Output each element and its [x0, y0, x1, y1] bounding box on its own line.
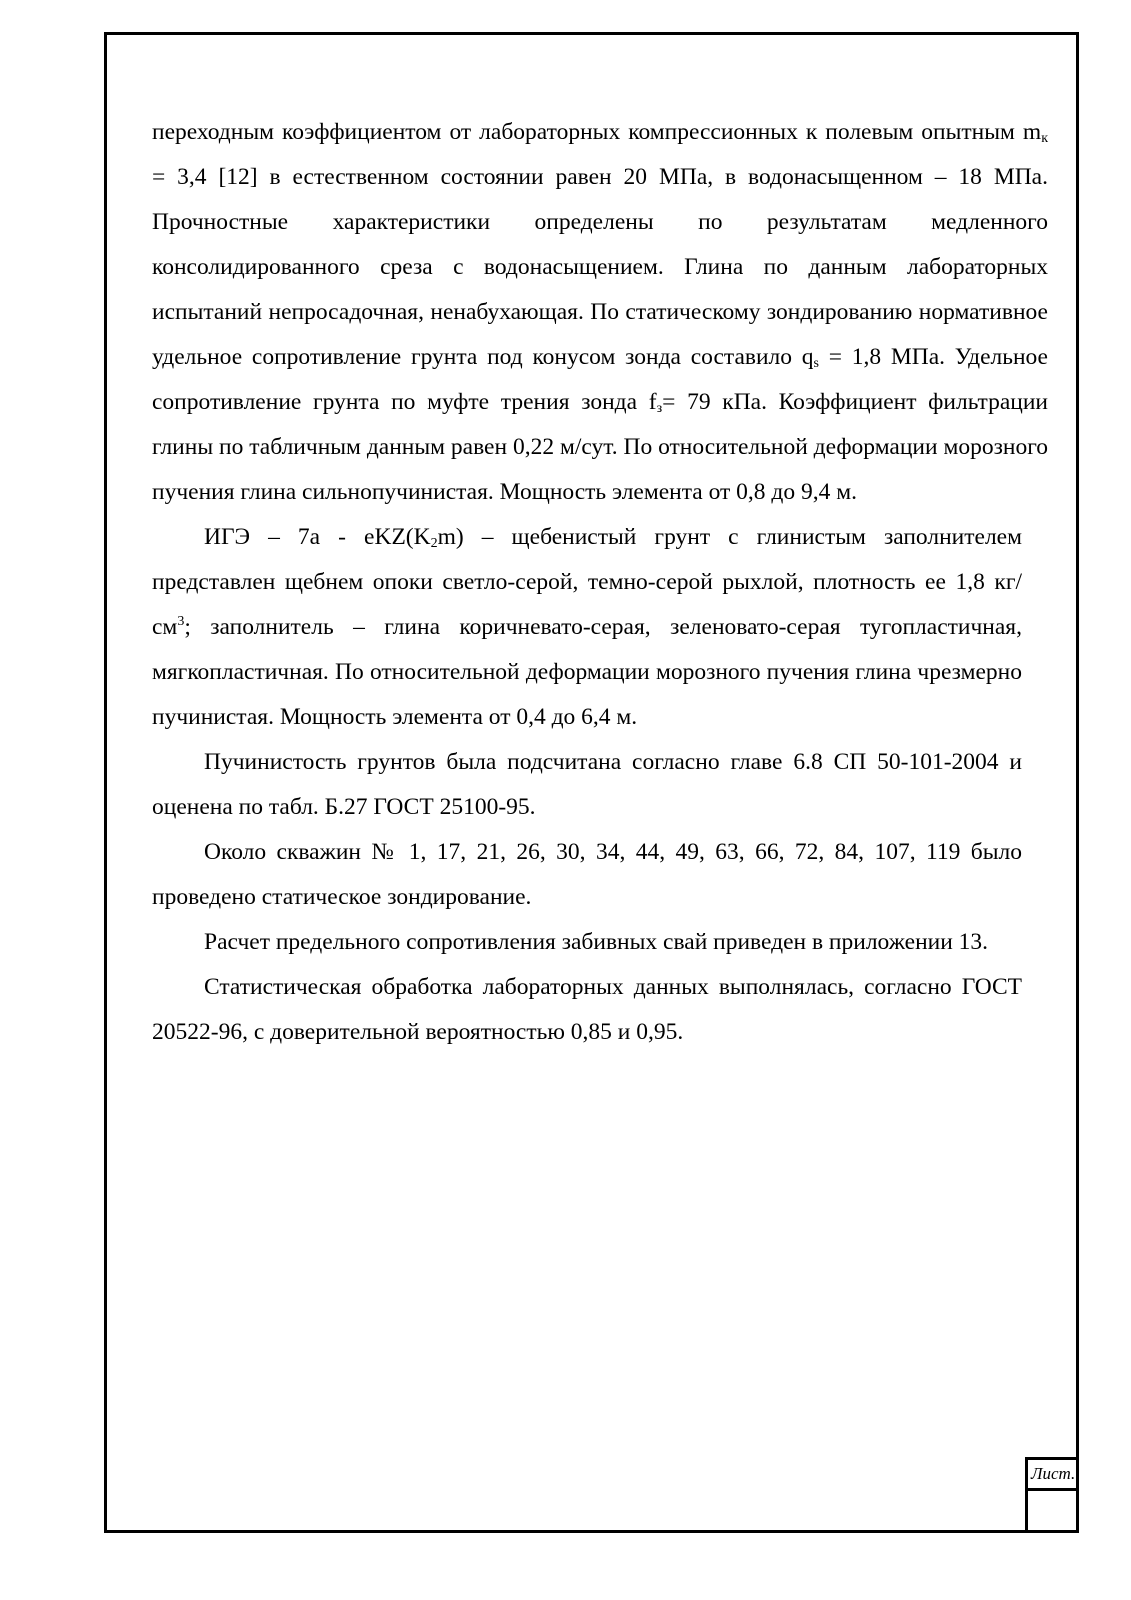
document-body [152, 110, 1048, 1055]
paragraph-6: Статистическая обработка лабораторных данных выполнялась, согласно ГОСТ 20522-96, с доверительной вероятностью 0,85 и 0,95. [152, 974, 1022, 1045]
paragraph-1: переходным коэффициентом от лабораторных компрессионных к полевым опытным $m_к = 3,4$ [12] в естественном состоянии равен 20 МПа, в водонасыщенном – 18 МПа. Прочностные характеристики определены по результатам медленного консолидированного среза с водонасыщением. Глина по данным лабораторных испытаний непросадочная, ненабухающая. По статическому зондированию нормативное удельное сопротивление грунта под конусом зонда составило $q_s = 1,8$ МПа. Удельное сопротивление грунта по муфте трения зонда $f_з= 79$ кПа. Коэффициент фильтрации глины по табличным данным равен 0,22 м/сут. По относительной деформации морозного пучения глина сильнопучинистая. Мощность элемента от 0,8 до 9,4 м. [152, 119, 1048, 505]
paragraph-5: Расчет предельного сопротивления забивных свай приведен в приложении 13. [204, 929, 989, 955]
paragraph-4: Около скважин № 1, 17, 21, 26, 30, 34, 44, 49, 63, 66, 72, 84, 107, 119 было проведено статическое зондирование. [152, 839, 1022, 910]
sheet-stamp [1025, 1457, 1079, 1533]
sheet-label: Лист. [1028, 1460, 1079, 1491]
paragraph-3: Пучинистость грунтов была подсчитана согласно главе 6.8 СП 50-101-2004 и оценена по табл. Б.27 ГОСТ 25100-95. [152, 749, 1022, 820]
paragraph-2: ИГЭ – $7а - eKZ(K_2m)$ – щебенистый грунт с глинистым заполнителем представлен щебнем опоки светло-серой, темно-серой рыхлой, плотность ее 1,8 $кг/см^3$; заполнитель – глина коричневато-серая, зеленовато-серая тугопластичная, мягкопластичная. По относительной деформации морозного пучения глина чрезмерно пучинистая. Мощность элемента от 0,4 до 6,4 м. [152, 524, 1022, 730]
